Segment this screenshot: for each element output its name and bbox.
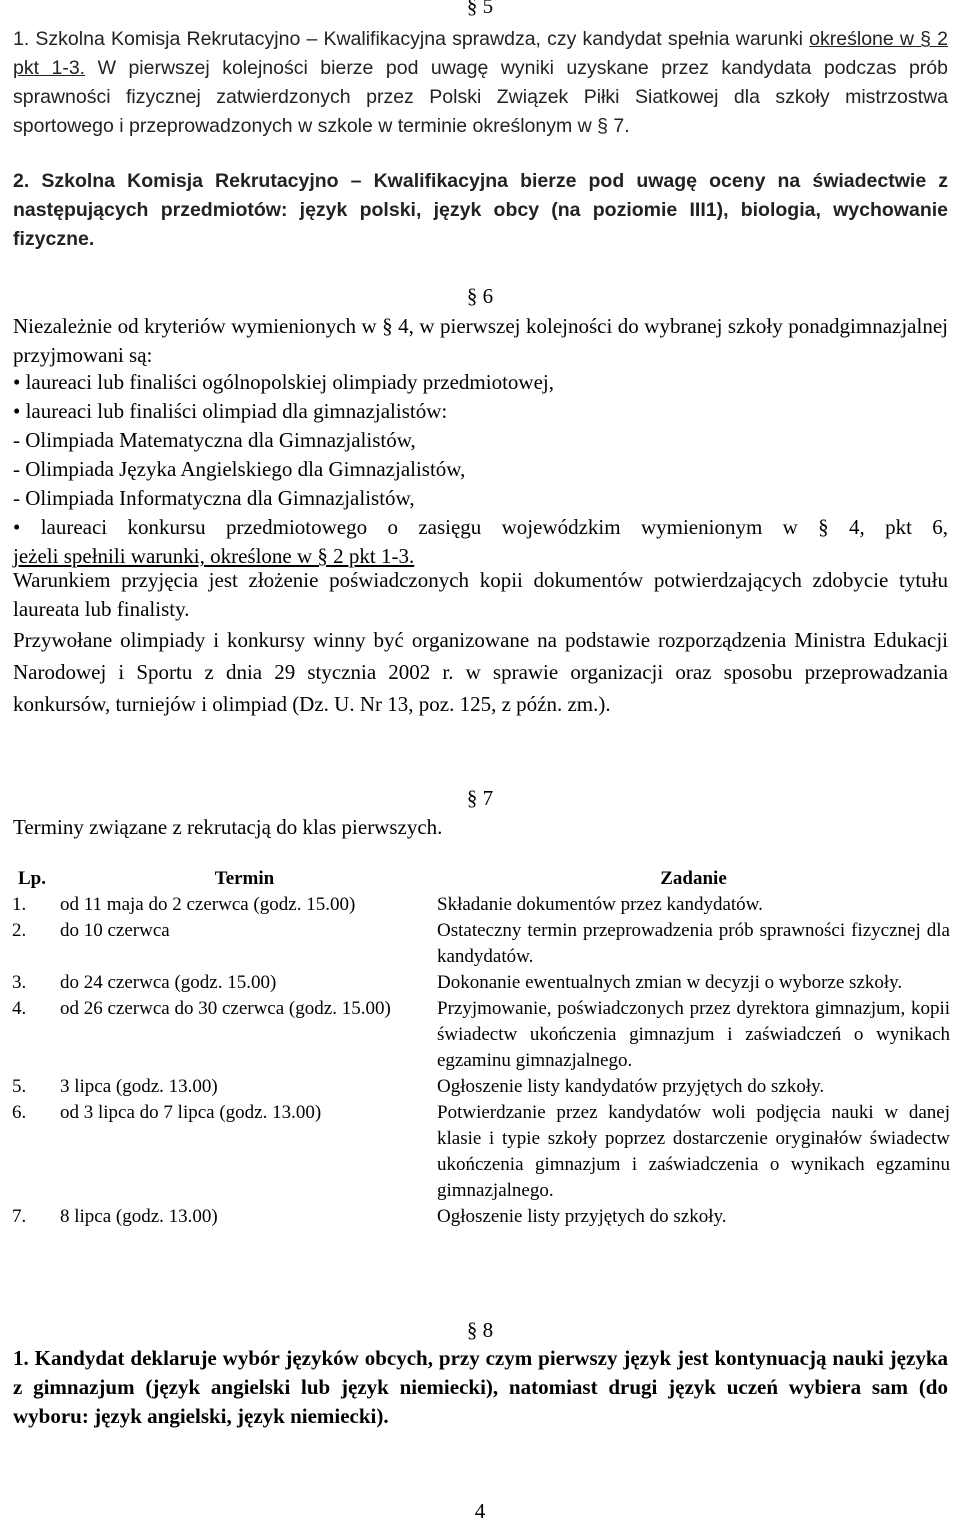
table-cell-termin: do 24 czerwca (godz. 15.00)	[60, 972, 277, 993]
section-5-point-2: 2. Szkolna Komisja Rekrutacyjno – Kwalifikacyjna bierze pod uwagę oceny na świadectwie z następujących przedmiotów: język polski, język obcy (na poziomie III1), biologia, wychowanie fizyczne.	[13, 170, 948, 250]
table-cell-termin: 8 lipca (godz. 13.00)	[60, 1206, 218, 1227]
table-cell-lp: 6.	[12, 1102, 27, 1123]
table-cell-termin: 3 lipca (godz. 13.00)	[60, 1076, 218, 1097]
table-row	[8, 1074, 954, 1100]
column-header: Zadanie	[660, 868, 727, 889]
section-5-heading: § 5	[466, 0, 494, 18]
column-header: Lp.	[18, 868, 46, 889]
table-cell-lp: 5.	[12, 1076, 27, 1097]
table-cell-lp: 2.	[12, 920, 27, 941]
table-cell-termin: od 26 czerwca do 30 czerwca (godz. 15.00)	[60, 998, 391, 1019]
table-row	[8, 892, 954, 918]
table-cell-termin: od 3 lipca do 7 lipca (godz. 13.00)	[60, 1102, 322, 1123]
section-7-heading: § 7	[466, 786, 494, 810]
table-cell-zadanie: Ogłoszenie listy kandydatów przyjętych do szkoły.	[437, 1076, 825, 1097]
section-6-heading: § 6	[466, 284, 494, 308]
table-cell-zadanie: Składanie dokumentów przez kandydatów.	[437, 894, 763, 915]
table-cell-lp: 1.	[12, 894, 27, 915]
table-cell-lp: 3.	[12, 972, 27, 993]
table-row	[8, 1204, 954, 1230]
column-header: Termin	[214, 868, 275, 889]
bullet-item: • laureaci konkursu przedmiotowego o zasięgu wojewódzkim wymienionym w § 4, pkt 6,	[13, 515, 948, 539]
section-8-point-1: 1. Kandydat deklaruje wybór języków obcych, przy czym pierwszy język jest kontynuacją nauki języka z gimnazjum (język angielski lub język niemiecki), natomiast drugi język uczeń wybiera sam (do wyboru: język angielski, język niemiecki).	[13, 1346, 948, 1428]
table-cell-termin: do 10 czerwca	[60, 920, 170, 941]
table-cell-zadanie: Dokonanie ewentualnych zmian w decyzji o wyborze szkoły.	[437, 972, 903, 993]
table-header-row	[8, 866, 954, 892]
bullet-item: • laureaci lub finaliści ogólnopolskiej olimpiady przedmiotowej,	[13, 370, 554, 394]
section-7-intro: Terminy związane z rekrutacją do klas pierwszych.	[13, 815, 443, 839]
section-6-list	[13, 368, 948, 571]
page-number: 4	[474, 1499, 486, 1523]
section-5-point-1-prefix: 1. Szkolna Komisja Rekrutacyjno – Kwalifikacyjna sprawdza, czy kandydat spełnia warunki	[13, 28, 803, 50]
bullet-item-continuation: jeżeli spełnili warunki, określone w § 2 pkt 1-3.	[13, 544, 415, 568]
table-cell-zadanie: Ostateczny termin przeprowadzenia prób sprawności fizycznej dla kandydatów.	[437, 920, 950, 967]
table-cell-zadanie: Ogłoszenie listy przyjętych do szkoły.	[437, 1206, 727, 1227]
dash-item: - Olimpiada Matematyczna dla Gimnazjalistów,	[13, 428, 416, 452]
section-6-condition: Warunkiem przyjęcia jest złożenie poświadczonych kopii dokumentów potwierdzających zdobycie tytułu laureata lub finalisty.	[13, 568, 948, 621]
table-cell-termin: od 11 maja do 2 czerwca (godz. 15.00)	[60, 894, 356, 915]
table-row	[8, 970, 954, 996]
table-cell-zadanie: Przyjmowanie, poświadczonych przez dyrektora gimnazjum, kopii świadectw ukończenia gimnazjum i zaświadczeń o wynikach egzaminu gimnazjalnego.	[437, 998, 950, 1071]
schedule-table	[8, 866, 954, 1230]
dash-item: - Olimpiada Informatyczna dla Gimnazjalistów,	[13, 486, 415, 510]
table-cell-lp: 4.	[12, 998, 27, 1019]
section-6-intro: Niezależnie od kryteriów wymienionych w § 4, w pierwszej kolejności do wybranej szkoły ponadgimnazjalnej przyjmowani są:	[13, 314, 948, 367]
table-row	[8, 918, 954, 970]
section-5-point-1-rest: W pierwszej kolejności bierze pod uwagę wyniki uzyskane przez kandydata podczas prób sprawności fizycznej zatwierdzonych przez Polski Związek Piłki Siatkowej dla szkoły mistrzostwa sportowego i przeprowadzonych w szkole w terminie określonym w § 7.	[13, 57, 948, 137]
section-5-underlined-reference: określone w § 2 pkt 1-3.	[13, 28, 948, 79]
table-cell-zadanie: Potwierdzanie przez kandydatów woli podjęcia nauki w danej klasie i typie szkoły poprzez dostarczenie oryginałów świadectw ukończenia gimnazjum i zaświadczenia o wynikach egzaminu gimnazjalnego.	[437, 1102, 950, 1201]
table-row	[8, 1100, 954, 1204]
section-5-point-1	[13, 25, 948, 141]
table-cell-lp: 7.	[12, 1206, 27, 1227]
bullet-item: • laureaci lub finaliści olimpiad dla gimnazjalistów:	[13, 399, 448, 423]
section-6-legal-basis: Przywołane olimpiady i konkursy winny być organizowane na podstawie rozporządzenia Ministra Edukacji Narodowej i Sportu z dnia 29 stycznia 2002 r. w sprawie organizacji oraz sposobu przeprowadzania konkursów, turniejów i olimpiad (Dz. U. Nr 13, poz. 125, z późn. zm.).	[13, 628, 948, 716]
table-row	[8, 996, 954, 1074]
section-8-heading: § 8	[466, 1318, 494, 1342]
dash-item: - Olimpiada Języka Angielskiego dla Gimnazjalistów,	[13, 457, 466, 481]
